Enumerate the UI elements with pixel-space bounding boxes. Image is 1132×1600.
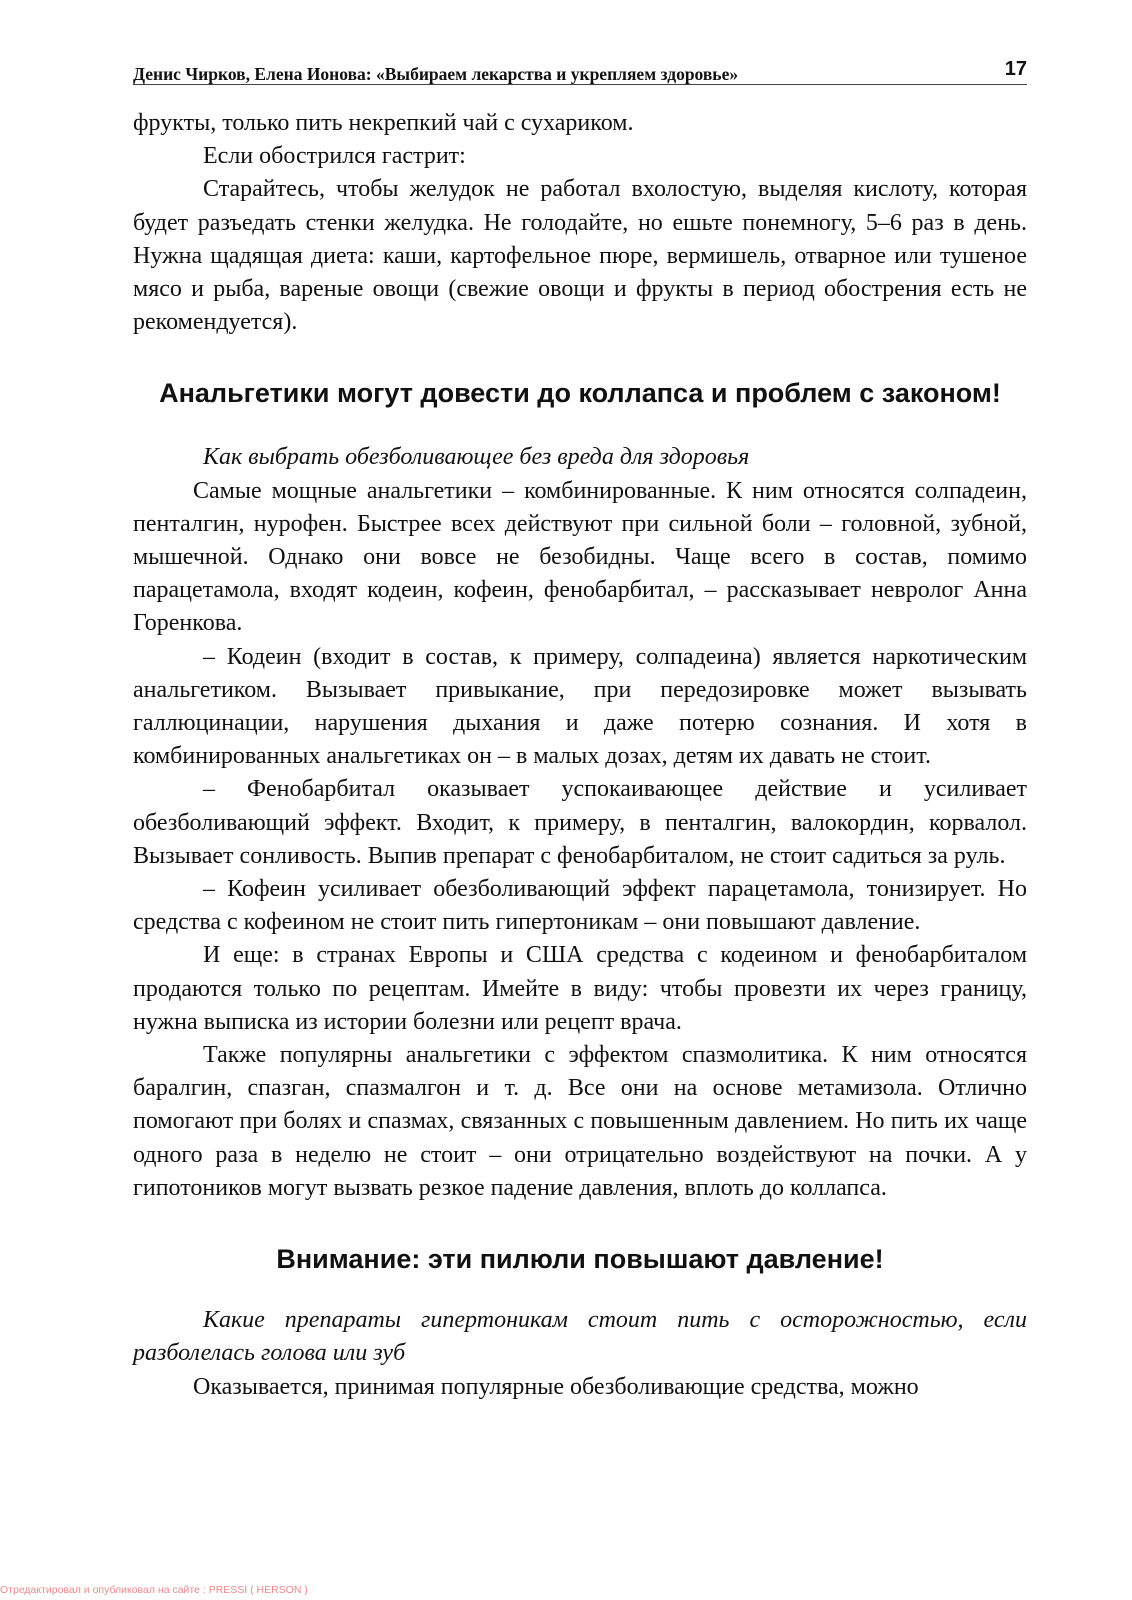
paragraph: – Фенобарбитал оказывает успокаивающее действие и усиливает обезболивающий эффект. Входит, к примеру, в пенталгин, валокордин, корвалол. Вызывает сонливость. Выпив препарат с фенобарбиталом, не стоит садиться за руль. — [133, 776, 1027, 869]
paragraph: – Кодеин (входит в состав, к примеру, солпадеина) является наркотическим анальгетиком. Вызывает привыкание, при передозировке может вызывать галлюцинации, нарушения дыхания и даже потерю сознания. И хотя в комбинированных анальгетиках он – в малых дозах, детям их давать не стоит. — [133, 643, 1027, 770]
section-lead: Какие препараты гипертоникам стоит пить с осторожностью, если разболелась голова или зуб — [133, 1307, 1027, 1367]
paragraph: И еще: в странах Европы и США средства с кодеином и фенобарбиталом продаются только по рецептам. Имейте в виду: чтобы провезти их через границу, нужна выписка из истории болезни или рецепт врача. — [133, 942, 1027, 1035]
page-body — [133, 107, 1027, 1404]
section-lead: Как выбрать обезболивающее без вреда для здоровья — [203, 444, 750, 471]
running-header — [133, 58, 1027, 85]
section-heading-analgesics: Анальгетики могут довести до коллапса и проблем с законом! — [159, 378, 1001, 409]
paragraph: Если обострился гастрит: — [203, 143, 466, 170]
page-number: 17 — [1004, 58, 1027, 80]
paragraph: Оказывается, принимая популярные обезболивающие средства, можно — [193, 1373, 919, 1400]
running-header-title: Денис Чирков, Елена Ионова: «Выбираем лекарства и укрепляем здоровье» — [133, 64, 739, 84]
paragraph: Самые мощные анальгетики – комбинированные. К ним относятся солпадеин, пенталгин, нурофен. Быстрее всех действуют при сильной боли – головной, зубной, мышечной. Однако они вовсе не безобидны. Чаще всего в состав, помимо парацетамола, входят кодеин, кофеин, фенобарбитал, – рассказывает невролог Анна Горенкова. — [133, 477, 1027, 637]
paragraph: фрукты, только пить некрепкий чай с сухариком. — [133, 110, 634, 136]
paragraph: Старайтесь, чтобы желудок не работал вхолостую, выделяя кислоту, которая будет разъедать стенки желудка. Не голодайте, но ешьте понемногу, 5–6 раз в день. Нужна щадящая диета: каши, картофельное пюре, вермишель, отварное или тушеное мясо и рыба, вареные овощи (свежие овощи и фрукты в период обострения есть не рекомендуется). — [133, 176, 1027, 336]
paragraph: Также популярны анальгетики с эффектом спазмолитика. К ним относятся баралгин, спазган, спазмалгон и т. д. Все они на основе метамизола. Отлично помогают при болях и спазмах, связанных с повышенным давлением. Но пить их чаще одного раза в неделю не стоит – они отрицательно воздействуют на почки. А у гипотоников могут вызвать резкое падение давления, вплоть до коллапса. — [133, 1042, 1027, 1201]
footer-watermark: Отредактировал и опубликовал на сайте : PRESSI ( HERSON ) — [0, 1584, 308, 1596]
section-heading-pressure: Внимание: эти пилюли повышают давление! — [276, 1244, 884, 1275]
paragraph: – Кофеин усиливает обезболивающий эффект парацетамола, тонизирует. Но средства с кофеином не стоит пить гипертоникам – они повышают давление. — [133, 876, 1027, 936]
